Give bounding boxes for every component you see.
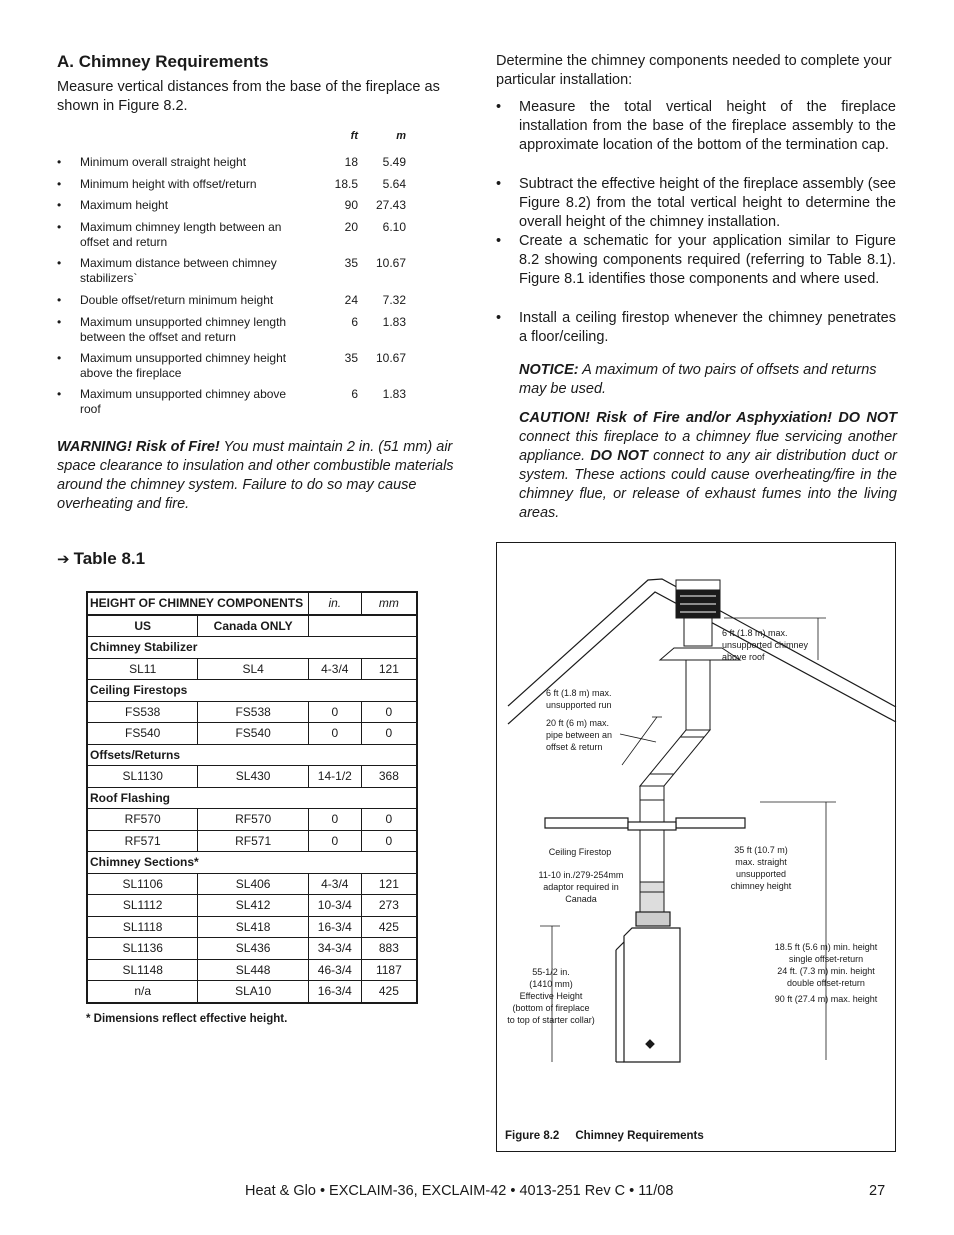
requirement-ft: 20 <box>344 220 358 234</box>
cell-us: SL1106 <box>87 873 198 895</box>
bullet-icon: • <box>496 99 502 115</box>
warning-bold: WARNING! Risk of Fire! <box>57 439 220 455</box>
requirement-ft: 18 <box>344 155 358 169</box>
caution-body-2: connect to any air distribution duct or system. These actions could cause overheating/fire in the chimney flue, or release of exhaust fumes into the living areas. <box>519 448 898 521</box>
cell-canada: SL448 <box>198 959 309 981</box>
cell-us: SL1118 <box>87 916 198 938</box>
unit-mm: mm <box>361 592 417 615</box>
arrow-right-icon: ➔ <box>57 551 70 568</box>
fireplace <box>616 912 680 1062</box>
cell-mm: 368 <box>361 766 417 788</box>
figure-label-above-roof: above roof <box>722 652 765 662</box>
requirement-m: 1.83 <box>382 387 406 401</box>
cell-in: 34-3/4 <box>308 938 361 960</box>
cell-us: n/a <box>87 981 198 1003</box>
requirement-label: Maximum height <box>80 198 169 212</box>
cell-in: 14-1/2 <box>308 766 361 788</box>
cell-us: SL1130 <box>87 766 198 788</box>
caution-bold-1: CAUTION! Risk of Fire and/or Asphyxiation! DO NOT <box>519 410 897 426</box>
requirement-m: 10.67 <box>375 351 406 365</box>
figure-label-between: offset & return <box>546 742 603 752</box>
bullet-icon: • <box>57 315 62 329</box>
right-intro: Determine the chimney components needed to complete your particular installation: <box>496 53 892 88</box>
figure-label-effective: (bottom of fireplace <box>512 1003 590 1013</box>
cell-mm: 121 <box>361 873 417 895</box>
right-bullet-text: Measure the total vertical height of the fireplace installation from the base of the fireplace assembly to the approximate location of the bottom of the termination cap. <box>519 99 896 153</box>
figure-label-between: pipe between an <box>546 730 613 740</box>
cell-mm: 1187 <box>361 959 417 981</box>
cell-mm: 0 <box>361 809 417 831</box>
cell-us: FS540 <box>87 723 198 745</box>
requirement-label: Maximum unsupported chimney height above the fireplace <box>80 351 287 380</box>
cell-in: 16-3/4 <box>308 916 361 938</box>
figure-label-max-height: 90 ft (27.4 m) max. height <box>774 994 878 1004</box>
bullet-icon: • <box>496 176 502 192</box>
figure-label-effective: to top of starter collar) <box>507 1015 595 1025</box>
cell-canada: SL430 <box>198 766 309 788</box>
figure-label-adaptor: 11-10 in./279-254mm <box>538 870 624 880</box>
bullet-icon: • <box>496 310 502 326</box>
figure-label-adaptor: adaptor required in <box>543 882 619 892</box>
cell-mm: 0 <box>361 701 417 723</box>
figure-label-straight: chimney height <box>730 881 792 891</box>
section-intro: Measure vertical distances from the base of the fireplace as shown in Figure 8.2. <box>57 79 440 114</box>
requirement-label: Minimum height with offset/return <box>80 177 257 191</box>
cell-in: 16-3/4 <box>308 981 361 1003</box>
group-name: Roof Flashing <box>87 787 417 809</box>
group-name: Offsets/Returns <box>87 744 417 766</box>
figure-label-straight: max. straight <box>735 857 787 867</box>
group-name: Ceiling Firestops <box>87 680 417 702</box>
notice-body: A maximum of two pairs of offsets and returns may be used. <box>519 362 877 397</box>
cell-canada: FS538 <box>198 701 309 723</box>
requirement-m: 5.49 <box>382 155 406 169</box>
figure-number: Figure 8.2 <box>505 1130 560 1142</box>
figure-label-firestop: Ceiling Firestop <box>548 847 612 857</box>
unit-in: in. <box>308 592 361 615</box>
cell-us: SL1112 <box>87 895 198 917</box>
bullet-icon: • <box>496 233 502 249</box>
cell-in: 0 <box>308 723 361 745</box>
requirement-label: Maximum chimney length between an offset and return <box>80 220 282 249</box>
caution-bold-2: DO NOT <box>590 448 648 464</box>
figure-label-heights: 18.5 ft (5.6 m) min. height <box>774 942 878 952</box>
cell-in: 0 <box>308 830 361 852</box>
requirement-label: Minimum overall straight height <box>80 155 247 169</box>
requirement-m: 10.67 <box>375 256 406 270</box>
col-canada: Canada ONLY <box>198 615 309 637</box>
warning-body: You must maintain 2 in. (51 mm) air space clearance to insulation and other combustible materials around the chimney system. Failure to do so may cause overheating and fire. <box>57 439 454 512</box>
right-bullet-text: Install a ceiling firestop whenever the chimney penetrates a floor/ceiling. <box>519 310 896 345</box>
bullet-icon: • <box>57 155 62 169</box>
bullet-icon: • <box>57 387 62 401</box>
figure-label-adaptor: Canada <box>565 894 597 904</box>
requirement-ft: 6 <box>351 315 358 329</box>
cell-us: RF570 <box>87 809 198 831</box>
requirement-label: Maximum unsupported chimney length between the offset and return <box>80 315 287 344</box>
cell-in: 0 <box>308 701 361 723</box>
requirement-label: Maximum unsupported chimney above roof <box>80 387 287 416</box>
col-us: US <box>87 615 198 637</box>
figure-label-unsupported-run: 6 ft (1.8 m) max. <box>546 688 612 698</box>
req-header-ft: ft <box>350 130 358 142</box>
cell-mm: 121 <box>361 658 417 680</box>
figure-label-straight: 35 ft (10.7 m) <box>734 845 788 855</box>
figure-label-effective: 55-1/2 in. <box>532 967 570 977</box>
cell-canada: SL418 <box>198 916 309 938</box>
bullet-icon: • <box>57 351 62 365</box>
cell-canada: RF570 <box>198 809 309 831</box>
figure-label-effective: Effective Height <box>519 991 583 1001</box>
cell-us: FS538 <box>87 701 198 723</box>
figure-caption <box>505 1130 720 1142</box>
chimney-pipe <box>640 660 710 912</box>
cell-mm: 0 <box>361 830 417 852</box>
right-bullet-text: Subtract the effective height of the fireplace assembly (see Figure 8.2) from the total vertical height to determine the overall height of the chimney installation. <box>519 176 896 230</box>
caution-body-1: connect this fireplace to a chimney flue servicing another appliance. <box>519 429 897 464</box>
requirement-label: Double offset/return minimum height <box>80 293 274 307</box>
cell-canada: RF571 <box>198 830 309 852</box>
req-header-m: m <box>396 130 406 142</box>
notice-bold: NOTICE: <box>519 362 579 378</box>
cell-us: RF571 <box>87 830 198 852</box>
cell-canada: SL412 <box>198 895 309 917</box>
figure-label-between: 20 ft (6 m) max. <box>546 718 610 728</box>
page-number: 27 <box>869 1183 886 1199</box>
bullet-icon: • <box>57 293 62 307</box>
requirement-m: 7.32 <box>382 293 406 307</box>
bullet-icon: • <box>57 256 62 270</box>
cell-in: 0 <box>308 809 361 831</box>
requirement-ft: 35 <box>344 256 358 270</box>
figure-label-heights: single offset-return <box>788 954 864 964</box>
figure-label-heights: double offset-return <box>787 978 865 988</box>
requirement-m: 27.43 <box>375 198 406 212</box>
requirement-label: Maximum distance between chimney stabilizers` <box>80 256 277 285</box>
cell-us: SL1136 <box>87 938 198 960</box>
cell-canada: SL4 <box>198 658 309 680</box>
right-bullet-text: Create a schematic for your application similar to Figure 8.2 showing components required (referring to Table 8.1). Figure 8.1 identifies those components and where used. <box>519 233 896 287</box>
termination-cap <box>676 580 720 646</box>
requirement-ft: 6 <box>351 387 358 401</box>
cell-in: 4-3/4 <box>308 658 361 680</box>
cell-canada: SLA10 <box>198 981 309 1003</box>
cell-canada: SL436 <box>198 938 309 960</box>
cell-in: 10-3/4 <box>308 895 361 917</box>
table-heading-label: Table 8.1 <box>73 549 146 568</box>
figure-label-unsupported-run: unsupported run <box>546 700 612 710</box>
cell-mm: 883 <box>361 938 417 960</box>
figure-title: Chimney Requirements <box>575 1130 704 1142</box>
cell-in: 46-3/4 <box>308 959 361 981</box>
requirement-ft: 24 <box>344 293 358 307</box>
requirement-m: 1.83 <box>382 315 406 329</box>
requirement-ft: 35 <box>344 351 358 365</box>
table-note: * Dimensions reflect effective height. <box>86 1013 288 1025</box>
requirement-ft: 90 <box>344 198 358 212</box>
cell-mm: 0 <box>361 723 417 745</box>
requirement-ft: 18.5 <box>334 177 358 191</box>
bullet-icon: • <box>57 198 62 212</box>
figure-label-heights: 24 ft. (7.3 m) min. height <box>777 966 875 976</box>
cell-mm: 425 <box>361 981 417 1003</box>
figure-label-effective: (1410 mm) <box>529 979 573 989</box>
table-title: HEIGHT OF CHIMNEY COMPONENTS <box>87 592 308 615</box>
requirement-m: 5.64 <box>382 177 406 191</box>
cell-us: SL11 <box>87 658 198 680</box>
requirement-m: 6.10 <box>382 220 406 234</box>
bullet-icon: • <box>57 220 62 234</box>
page-footer: Heat & Glo • EXCLAIM-36, EXCLAIM-42 • 4013-251 Rev C • 11/08 <box>245 1183 674 1199</box>
cell-canada: SL406 <box>198 873 309 895</box>
cell-canada: FS540 <box>198 723 309 745</box>
figure-label-straight: unsupported <box>735 869 787 879</box>
section-title: A. Chimney Requirements <box>57 52 269 71</box>
bullet-icon: • <box>57 177 62 191</box>
cell-mm: 273 <box>361 895 417 917</box>
figure-label-above-roof: 6 ft (1.8 m) max. <box>722 628 788 638</box>
figure-label-above-roof: unsupported chimney <box>722 640 809 650</box>
cell-in: 4-3/4 <box>308 873 361 895</box>
cell-mm: 425 <box>361 916 417 938</box>
group-name: Chimney Sections* <box>87 852 417 874</box>
cell-us: SL1148 <box>87 959 198 981</box>
group-name: Chimney Stabilizer <box>87 637 417 659</box>
